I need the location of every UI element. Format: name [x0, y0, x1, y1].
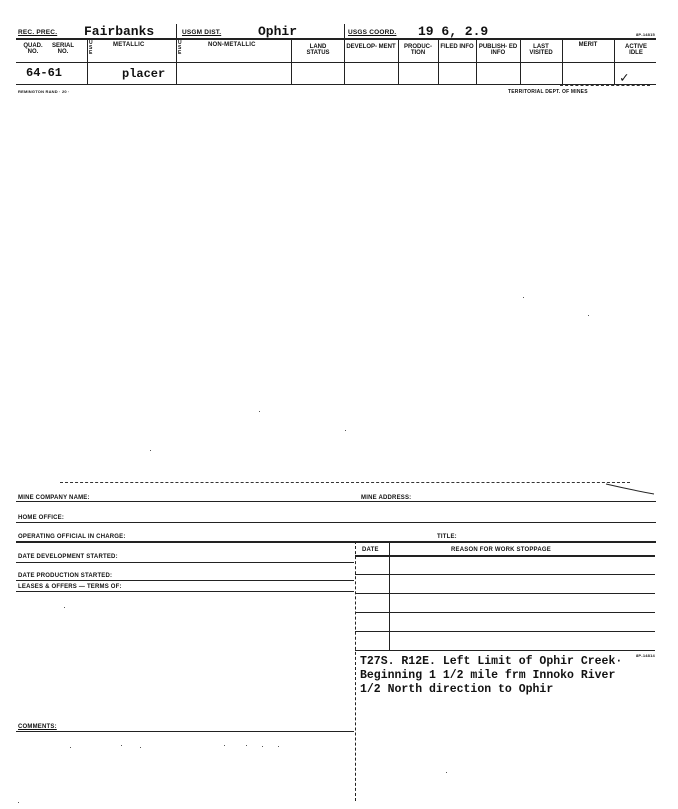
- col-production: PRODUC- TION: [404, 44, 432, 56]
- rule: [16, 591, 354, 592]
- speck: [345, 430, 346, 431]
- speck: [70, 747, 71, 748]
- leases-offers-label: LEASES & OFFERS — TERMS OF:: [18, 584, 122, 590]
- rule: [355, 574, 655, 575]
- mine-address-label: MINE ADDRESS:: [361, 495, 412, 501]
- divider: [389, 541, 390, 651]
- col-metallic: METALLIC: [113, 42, 145, 48]
- col-use-1: U S E: [89, 40, 93, 56]
- usgm-dist-label: USGM DIST.: [182, 29, 222, 36]
- date-development-started-label: DATE DEVELOPMENT STARTED:: [18, 554, 118, 560]
- title-label: TITLE:: [437, 534, 457, 540]
- col-merit: MERIT: [578, 42, 598, 48]
- form-number: 8P-14815: [636, 32, 655, 37]
- speck: [446, 772, 447, 773]
- speck: [262, 746, 263, 747]
- col-last-visited: LAST VISITED: [529, 44, 553, 56]
- comments-label: COMMENTS:: [18, 724, 57, 730]
- column-header-rule: [16, 62, 656, 63]
- location-line-1: T27S. R12E. Left Limit of Ophir Creek·: [360, 655, 623, 668]
- rule: [16, 580, 354, 581]
- territorial-dept-label: TERRITORIAL DEPT. OF MINES: [508, 89, 588, 95]
- rule: [355, 650, 655, 651]
- rule: [16, 541, 656, 543]
- col-development: DEVELOP- MENT: [346, 44, 396, 50]
- rule: [16, 501, 656, 502]
- col-land-status: LAND STATUS: [306, 44, 330, 56]
- col-divider: [614, 40, 615, 84]
- usgs-coord-label: USGS COORD.: [348, 29, 397, 36]
- col-use-2: U S E: [178, 40, 182, 56]
- rule: [355, 612, 655, 613]
- divider: [355, 541, 356, 801]
- stoppage-reason-header: REASON FOR WORK STOPPAGE: [451, 547, 551, 553]
- date-production-started-label: DATE PRODUCTION STARTED:: [18, 573, 113, 579]
- speck: [18, 802, 19, 803]
- speck: [259, 411, 260, 412]
- perforation-line: [60, 482, 630, 483]
- rule: [16, 731, 354, 732]
- record-metallic: placer: [122, 67, 166, 81]
- col-non-metallic: NON-METALLIC: [208, 42, 256, 48]
- col-divider: [562, 40, 563, 84]
- header-rule: [16, 38, 656, 40]
- location-line-2: Beginning 1 1/2 mile frm Innoko River: [360, 669, 616, 682]
- rule: [355, 555, 655, 557]
- location-line-3: 1/2 North direction to Ophir: [360, 683, 554, 696]
- lower-form-number: 8P-14814: [636, 653, 655, 658]
- stoppage-date-header: DATE: [362, 547, 379, 553]
- dashed-mark: [560, 85, 650, 86]
- col-active-idle: ACTIVE IDLE: [624, 44, 647, 56]
- rule: [355, 631, 655, 632]
- speck: [523, 297, 524, 298]
- rule: [16, 522, 656, 523]
- usgm-dist-value: Ophir: [258, 24, 298, 39]
- speck: [140, 747, 141, 748]
- col-divider: [291, 40, 292, 84]
- mine-company-name-label: MINE COMPANY NAME:: [18, 495, 90, 501]
- record-quad-no: 64-61: [26, 66, 63, 80]
- col-divider: [476, 40, 477, 84]
- speck: [246, 745, 247, 746]
- col-published-info: PUBLISH- ED INFO: [478, 44, 518, 56]
- col-quad-no: QUAD. NO.: [23, 43, 43, 55]
- speck: [150, 450, 151, 451]
- printer-credit: REMINGTON RAND · 20 ·: [18, 89, 70, 94]
- speck: [224, 745, 225, 746]
- col-divider: [520, 40, 521, 84]
- active-idle-check-icon: ✓: [620, 71, 629, 87]
- speck: [588, 315, 589, 316]
- col-divider: [398, 40, 399, 84]
- rule: [355, 593, 655, 594]
- col-divider: [344, 24, 345, 84]
- rec-prec-value: Fairbanks: [84, 24, 155, 39]
- torn-edge-mark: [604, 482, 656, 496]
- rule: [16, 562, 354, 563]
- speck: [64, 607, 65, 608]
- home-office-label: HOME OFFICE:: [18, 515, 65, 521]
- rec-prec-label: REC. PREC.: [18, 29, 58, 36]
- usgs-coord-value: 19 6, 2.9: [418, 24, 489, 39]
- col-filed-info: FILED INFO: [440, 44, 474, 50]
- col-divider: [176, 24, 177, 84]
- speck: [121, 745, 122, 746]
- operating-official-label: OPERATING OFFICIAL IN CHARGE:: [18, 534, 126, 540]
- speck: [278, 746, 279, 747]
- col-serial-no: SERIAL NO.: [51, 43, 74, 55]
- col-divider: [438, 40, 439, 84]
- col-divider: [87, 40, 88, 84]
